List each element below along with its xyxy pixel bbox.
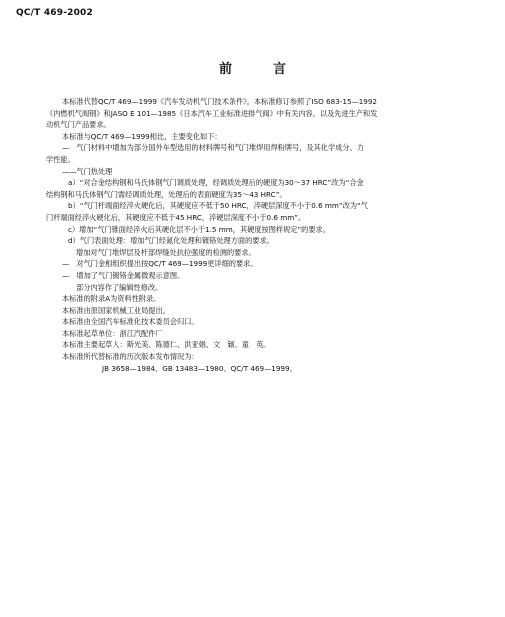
paragraph-line: 本标准代替QC/T 469—1999《汽车发动机气门技术条件》。本标准修订参照了ISO 683-15—1992 [62, 97, 377, 106]
paragraph-line: 本标准起草单位：浙江汽配件厂 [62, 328, 163, 338]
paragraph-line: c）增加“气门锥面经淬火后其硬化层不小于1.5 mm，其硬度按图样规定”的要求。 [68, 224, 330, 234]
paragraph-line: 本标准与QC/T 469—1999相比，主要变化如下： [62, 131, 222, 141]
paragraph-line: — 对气门金相组织提出按QC/T 469—1999更详细的要求。 [62, 259, 258, 269]
paragraph-line: 本标准的附录A为资料性附录。 [62, 294, 161, 304]
paragraph-line: d）气门表面处理：增加气门经氮化处理和镀铬处理方面的要求。 [68, 236, 274, 246]
standard-number-header: QC/T 469-2002 [16, 8, 93, 18]
paragraph-line: — 气门材料中增加为部分国外车型选用的材料牌号和气门堆焊用焊粉牌号，及其化学成分、力 [62, 143, 364, 153]
paragraph-line: JB 3658—1984、GB 13483—1980、QC/T 469—1999。 [102, 363, 297, 373]
paragraph-line: 门杆端面经淬火硬化后，其硬度应不低于45 HRC，淬硬层深度不小于0.6 mm”。 [46, 212, 306, 222]
paragraph-line: 结构钢和马氏体钢气门需经调质处理，处理后的表面硬度为35～43 HRC”。 [46, 189, 287, 199]
paragraph-line: b）“气门杆端面经淬火硬化后，其硬度应不低于50 HRC，淬硬层深度不小于0.6 mm”改为“气 [68, 201, 368, 211]
paragraph-line: 本标准由原国家机械工业局提出。 [62, 305, 170, 315]
paragraph-line: a）“对合金结构钢和马氏体钢气门调质处理，经调质处理后的硬度为30～37 HRC”改为“合金 [68, 178, 364, 188]
paragraph-line: — 增加了气门镀铬金属微观示意图。 [62, 270, 185, 280]
paragraph-line: 部分内容作了编辑性修改。 [76, 282, 163, 292]
paragraph-line: 动机气门产品要求。 [46, 120, 111, 130]
paragraph-line: 增加对气门堆焊层及杆部焊缝处抗拉强度的检测的要求。 [76, 247, 256, 257]
paragraph-line: 本标准主要起草人：斯光美、陈德仁、洪亚娟、文 颖、童 英。 [62, 340, 271, 350]
paragraph-line: 《内燃机气阀钢》和JASO E 101—1985《日本汽车工业标准进排气阀》中有关内容，以及先进生产和发 [46, 108, 378, 118]
foreword-body [46, 96, 486, 374]
paragraph-line: 本标准由全国汽车标准化技术委员会归口。 [62, 317, 199, 327]
page-title: 前 言 [218, 62, 300, 77]
paragraph-line: 本标准所代替标准的历次版本发布情况为： [62, 352, 199, 362]
paragraph-line: 学性能。 [46, 154, 75, 164]
paragraph-line: ——气门热处理 [62, 166, 113, 176]
